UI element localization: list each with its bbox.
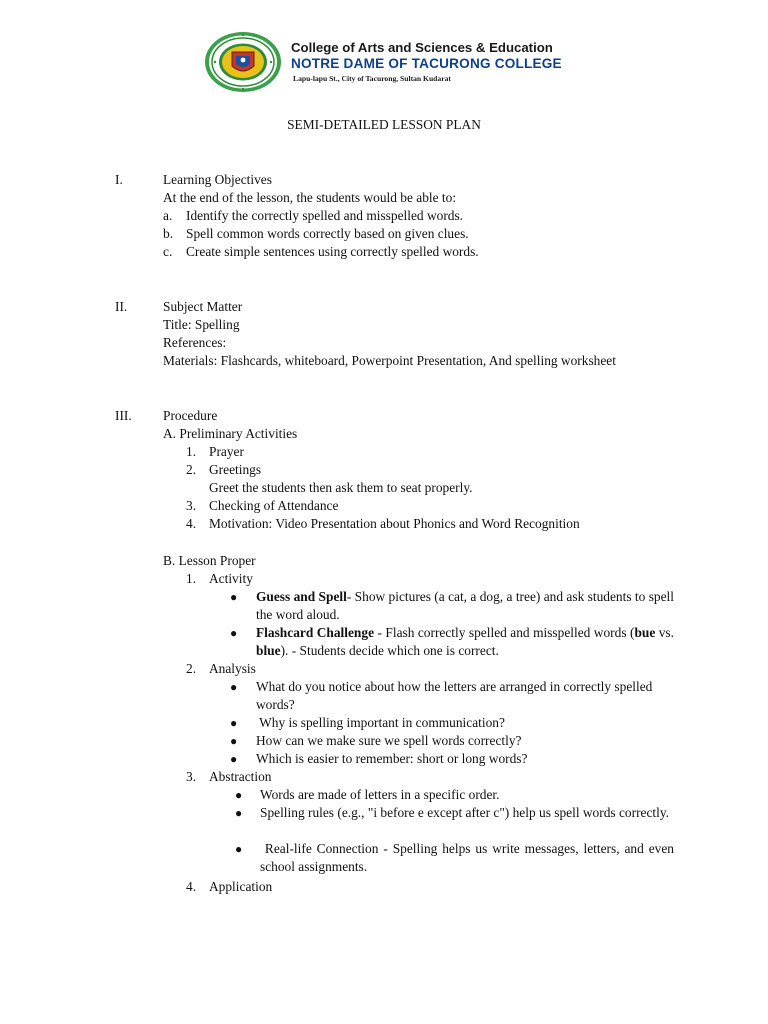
bold-term: Guess and Spell [256, 589, 347, 604]
subsection-label: A. Preliminary Activities [163, 426, 298, 441]
list-item [256, 624, 674, 660]
bullet-dot-icon: ● [230, 626, 238, 640]
school-address: Lapu-lapu St., City of Tacurong, Sultan Kudarat [293, 74, 451, 83]
bullet-dot-icon: ● [235, 842, 243, 856]
bullet-dot-icon: ● [230, 680, 238, 694]
list-item: What do you notice about how the letters are arranged in correctly spelled words? [256, 679, 653, 712]
bullet-dot-icon: ● [230, 734, 238, 748]
list-marker: a. [163, 208, 173, 223]
bullet-dot-icon: ● [235, 806, 243, 820]
subject-title: Title: Spelling [163, 317, 240, 332]
bold-term: Flashcard Challenge [256, 625, 375, 640]
bullet-dot-icon: ● [230, 752, 238, 766]
list-item: Real-life Connection - Spelling helps us write messages, letters, and even school assignments. [260, 841, 678, 874]
list-item: Greetings [209, 462, 262, 477]
list-number: 3. [186, 769, 197, 784]
section-intro: At the end of the lesson, the students would be able to: [163, 190, 457, 205]
list-number: 2. [186, 462, 197, 477]
list-item: Activity [209, 571, 253, 586]
list-item: Motivation: Video Presentation about Phonics and Word Recognition [209, 516, 580, 531]
section-heading: Procedure [163, 408, 218, 423]
bold-word: blue [256, 643, 281, 658]
page-title: SEMI-DETAILED LESSON PLAN [287, 117, 481, 132]
list-marker: b. [163, 226, 174, 241]
school-name: NOTRE DAME OF TACURONG COLLEGE [291, 56, 562, 71]
college-name: College of Arts and Sciences & Education [291, 40, 553, 55]
subsection-label: B. Lesson Proper [163, 553, 256, 568]
list-number: 1. [186, 444, 197, 459]
section-numeral: I. [115, 172, 123, 187]
materials-text: Materials: Flashcards, whiteboard, Powerpoint Presentation, And spelling worksheet [163, 353, 616, 368]
letterhead [203, 30, 583, 96]
list-item [256, 588, 674, 624]
section-heading: Subject Matter [163, 299, 243, 314]
list-number: 1. [186, 571, 197, 586]
list-marker: c. [163, 244, 173, 259]
college-seal-icon [203, 30, 287, 94]
section-heading: Learning Objectives [163, 172, 272, 187]
list-item: Application [209, 879, 273, 894]
bullet-text: - Flash correctly spelled and misspelled words ( [374, 625, 635, 640]
list-item: Identify the correctly spelled and misspelled words. [186, 208, 464, 223]
bullet-text: ). - Students decide which one is correct. [280, 643, 499, 658]
list-item-detail: Greet the students then ask them to seat properly. [209, 480, 473, 495]
list-item: Spell common words correctly based on given clues. [186, 226, 469, 241]
list-item: Words are made of letters in a specific order. [260, 787, 500, 802]
list-item: Abstraction [209, 769, 272, 784]
list-item: How can we make sure we spell words correctly? [256, 733, 522, 748]
list-item: Analysis [209, 661, 256, 676]
section-numeral: II. [115, 299, 128, 314]
bullet-dot-icon: ● [230, 590, 238, 604]
list-item: Why is spelling important in communication? [256, 715, 505, 730]
list-number: 2. [186, 661, 197, 676]
bullet-dot-icon: ● [235, 788, 243, 802]
list-number: 4. [186, 516, 197, 531]
bullet-dot-icon: ● [230, 716, 238, 730]
list-item: Which is easier to remember: short or long words? [256, 751, 528, 766]
bold-word: bue [634, 625, 656, 640]
list-item: Create simple sentences using correctly spelled words. [186, 244, 479, 259]
list-number: 4. [186, 879, 197, 894]
section-numeral: III. [115, 408, 132, 423]
bullet-text: - Show pictures (a cat, a dog, a tree) and ask students to spell the word aloud. [256, 589, 674, 622]
list-item: Prayer [209, 444, 244, 459]
list-number: 3. [186, 498, 197, 513]
references-label: References: [163, 335, 227, 350]
list-item: Spelling rules (e.g., "i before e except after c") help us spell words correctly. [260, 805, 670, 820]
bullet-text: vs. [655, 625, 674, 640]
list-item: Checking of Attendance [209, 498, 339, 513]
